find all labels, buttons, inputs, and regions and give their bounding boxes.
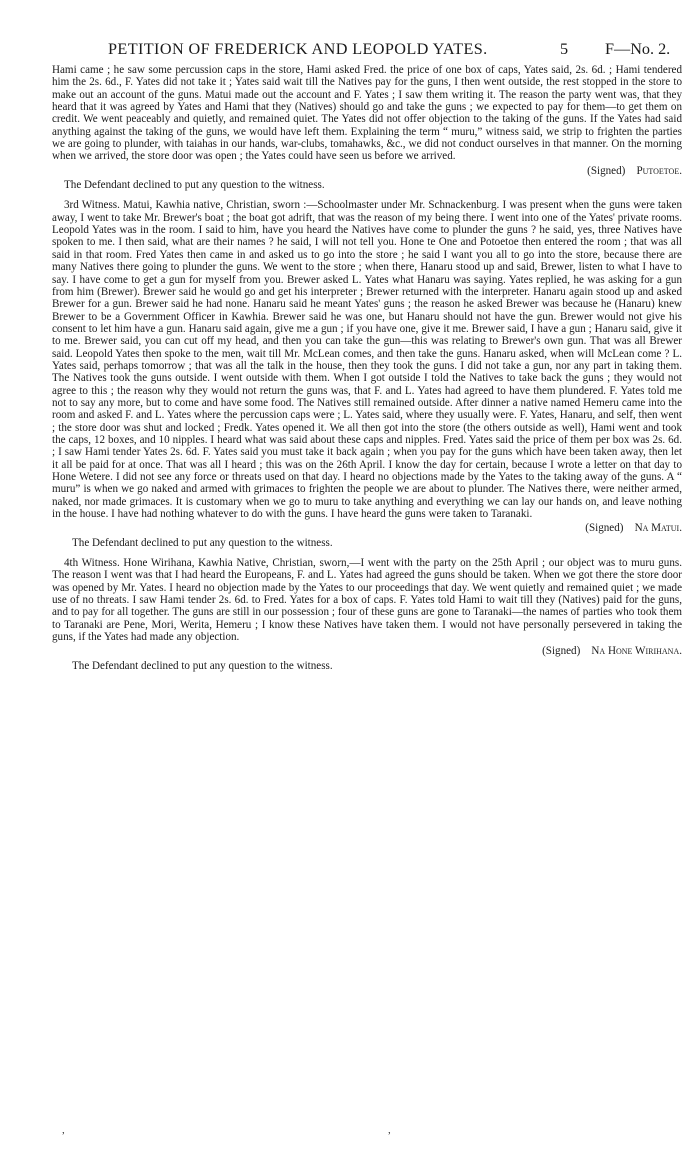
signatory-name: Putoetoe. xyxy=(636,164,682,177)
signatory-name: Na Matui. xyxy=(634,522,682,535)
defendant-declined-note: The Defendant declined to put any question to the witness. xyxy=(64,179,325,192)
signatory-name: Na Hone Wirihana. xyxy=(591,645,682,658)
document-body xyxy=(52,64,682,680)
paragraph-testimony-continued: Hami came ; he saw some percussion caps in the store, Hami asked Fred. the price of one box of caps, Yates said, 2s. 6d. ; Hami tendered him the 2s. 6d., F. Yates did not take it ; Yates said wait till the Natives pay for the guns, I then went outside, the rest stopped in the store to make out an account of the guns. Matui made out the account and F. Yates ; I saw them writing it. The reason the party went was, that they heard that it was agreed by Yates and Hami that they (Natives) should go and take the guns ; we expected to pay for them—to get them on credit. We went peaceably and quietly, and remained quiet. The Yates did not offer objection to the taking of the guns. If the Yates had said anything against the taking of the guns, we would have left them. Explaining the term “ muru,” witness said, we strip to frighten the parties we are going to plunder, with taiahas in our hands, war-clubs, tomahawks, &c., we did not conduct ourselves in that manner. On the morning when we arrived, the store door was open ; the Yates could have seen us before we arrived. xyxy=(52,64,682,163)
document-reference: F—No. 2. xyxy=(605,40,671,58)
stray-print-mark: , xyxy=(388,1124,391,1136)
signed-label: (Signed) xyxy=(587,164,626,177)
signature-line xyxy=(52,522,682,534)
page-header xyxy=(0,40,700,60)
paragraph-fourth-witness: 4th Witness. Hone Wirihana, Kawhia Native, Christian, sworn,—I went with the party on the 25th April ; our object was to muru guns. The reason I went was that I had heard the Europeans, F. and L. Yates had agreed the guns should be taken. When we got there the store door was opened by Mr. Yates. I heard no objection made by the Yates to our proceedings that day. We went quietly and remained quiet ; we made use of no threats. I saw Hami tender 2s. 6d. to Fred. Yates for a box of caps. F. Yates told Hami to wait till they (Natives) paid for the guns, and to pay for all together. The guns are still in our possession ; four of these guns are gone to Taranaki—the names of parties who took them to Taranaki are Pene, Mori, Werita, Hemeru ; I know these Natives have taken them. I would not have personally persevered in taking the guns, if the Yates had made any objection. xyxy=(52,557,682,644)
stray-print-mark: , xyxy=(62,1124,65,1136)
defendant-declined-note: The Defendant declined to put any question to the witness. xyxy=(72,536,333,549)
page-number: 5 xyxy=(560,40,569,58)
signature-line xyxy=(52,165,682,177)
signed-label: (Signed) xyxy=(585,522,624,535)
signed-label: (Signed) xyxy=(542,645,581,658)
running-title: PETITION OF FREDERICK AND LEOPOLD YATES. xyxy=(108,40,488,58)
defendant-declined-note: The Defendant declined to put any question to the witness. xyxy=(72,659,333,672)
signature-line xyxy=(52,645,682,657)
paragraph-third-witness: 3rd Witness. Matui, Kawhia native, Christian, sworn :—Schoolmaster under Mr. Schnackenburg. I was present when the guns were taken away, I went to take Mr. Brewer's boat ; the boat got adrift, that was the reason of my being there. I went into one of the Yates' private rooms. Leopold Yates was in the room. I said to him, have you heard the Natives have come to plunder the guns ? he said, yes, three Natives have spoken to me. I then said, what are their names ? he said, I will not tell you. Hone te One and Potoetoe then entered the room ; that was all said in that room. Fred Yates then came in and asked us to go into the store ; he said I want you all to go into the store, because there are many Natives there going to plunder the guns. We went to the store ; when there, Hanaru stood up and said, Brewer, listen to what I have to say. I have come to get a gun for myself from you. Brewer asked L. Yates what Hanaru was saying. Yates replied, he was asking for a gun from him (Brewer). Brewer said he would go and get his interpreter ; Brewer returned with the interpreter. Hanaru again stood up and asked Brewer for a gun. Brewer said he had none. Hanaru said he meant Yates' guns ; the reason he asked Brewer was because he (Hanaru) knew Brewer to be a Government Officer in Kawhia. Brewer said he was one, but Hanaru should not have the gun. Brewer would not give his consent to let him have a gun. Hanaru said again, give me a gun ; if you have one, give it me. Brewer said, I have a gun ; Hanaru said, give it to me. Brewer said, you can cut off my head, and then you can take the gun—this was relating to Brewer's own gun. That was all Brewer said. Leopold Yates then spoke to the men, wait till Mr. McLean comes, and then take the guns. Hanaru asked, when will McLean come ? L. Yates said, perhaps tomorrow ; that was all the talk in the house, then they took the guns. I did not take a gun, nor any part in taking them. The Natives took the guns outside. I went outside with them. When I got outside I told the Natives to take back the guns ; they would not agree to this ; the reason why they would not return the guns was, that F. and L. Yates had agreed to have them plundered. F. Yates told me not to say any more, but to come and have some food. The Natives still remained outside. After dinner a native named Hemeru came into the room and asked F. and L. Yates where the percussion caps were ; L. Yates said, where they usually were. F. Yates, Hanaru, and self, then went ; the store door was shut and locked ; Fredk. Yates opened it. We all then got into the store (the others outside as well), Hami went and took the caps, 12 boxes, and 10 nipples. I heard what was said about these caps and nipples. Fred. Yates said the price of them per box was 2s. 6d. ; I saw Hami tender Yates 2s. 6d. F. Yates said you must take it back again ; when you pay for the guns which have been taken away, then let it all be paid for at once. That was all I heard ; this was on the 26th April. I know the day for certain, because I wrote a letter on that day to Hone Wetere. I did not see any force or threats used on that day. I heard no objections made by the Yates to the taking away of the guns. A “ muru” is when we go naked and armed with grimaces to frighten the people we are about to plunder. The Natives there, were neither armed, naked, nor made grimaces. It is customary when we go to muru to take anything and everything we can lay our hands on, and leave nothing in the house. I have had nothing whatever to do with the guns. I have heard the guns were taken to Taranaki. xyxy=(52,199,682,521)
